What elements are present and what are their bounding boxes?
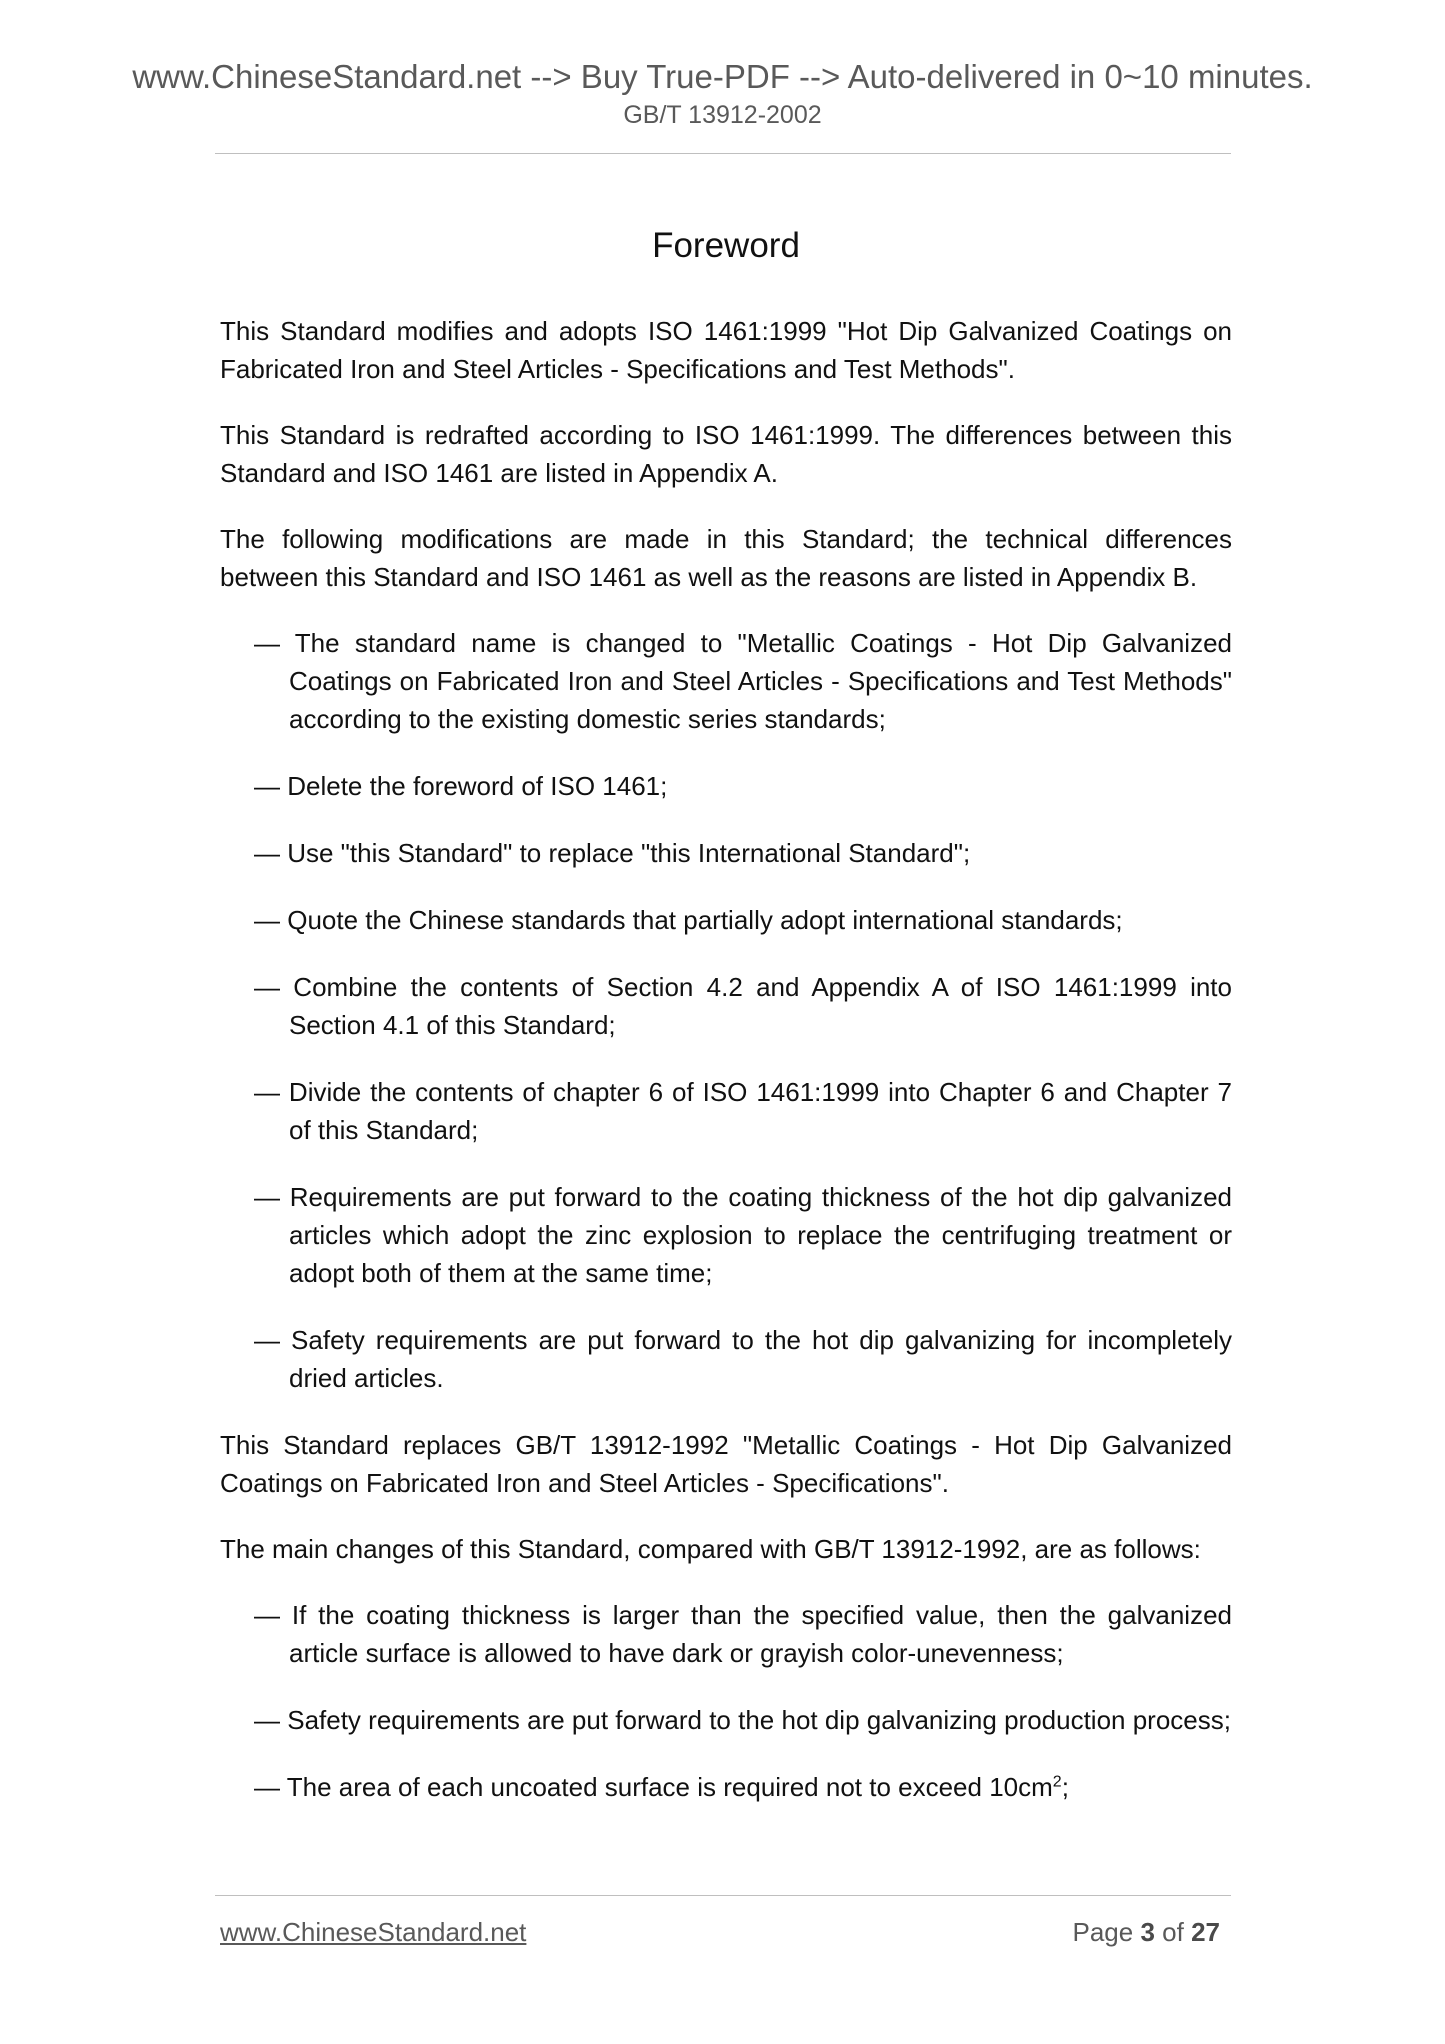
- superscript: 2: [1052, 1773, 1062, 1791]
- list-item: — Safety requirements are put forward to the hot dip galvanizing production process;: [254, 1705, 1231, 1735]
- page-indicator: [1072, 1914, 1220, 1950]
- paragraph-adoption: This Standard modifies and adopts ISO 1461:1999 "Hot Dip Galvanized Coatings on Fabricated Iron and Steel Articles - Specifications and Test Methods".: [220, 316, 1232, 384]
- changes-list: [220, 1596, 1232, 1806]
- list-item-uncoated-area: [254, 1768, 1232, 1806]
- list-item: — The standard name is changed to "Metallic Coatings - Hot Dip Galvanized Coatings on Fabricated Iron and Steel Articles - Specifications and Test Methods" according to the existing domestic series standards;: [254, 628, 1232, 734]
- list-item-suffix: ;: [1061, 1772, 1069, 1802]
- paragraph-modifications-intro: The following modifications are made in this Standard; the technical differences between this Standard and ISO 1461 as well as the reasons are listed in Appendix B.: [220, 524, 1232, 592]
- page-prefix: Page: [1072, 1917, 1134, 1947]
- list-item: — Requirements are put forward to the coating thickness of the hot dip galvanized articles which adopt the zinc explosion to replace the centrifuging treatment or adopt both of them at the same time;: [254, 1182, 1232, 1288]
- list-item: — Safety requirements are put forward to the hot dip galvanizing for incompletely dried articles.: [254, 1325, 1232, 1393]
- paragraph-changes-intro: The main changes of this Standard, compared with GB/T 13912-1992, are as follows:: [220, 1534, 1201, 1564]
- paragraph-replaces: This Standard replaces GB/T 13912-1992 "Metallic Coatings - Hot Dip Galvanized Coatings on Fabricated Iron and Steel Articles - Specifications".: [220, 1430, 1232, 1498]
- page-of: of: [1162, 1917, 1184, 1947]
- list-item: — If the coating thickness is larger than the specified value, then the galvanized article surface is allowed to have dark or grayish color-unevenness;: [254, 1600, 1232, 1668]
- paragraph-redraft: This Standard is redrafted according to ISO 1461:1999. The differences between this Standard and ISO 1461 are listed in Appendix A.: [220, 420, 1232, 488]
- list-item: — Combine the contents of Section 4.2 and Appendix A of ISO 1461:1999 into Section 4.1 of this Standard;: [254, 972, 1232, 1040]
- footer-divider: [215, 1895, 1231, 1896]
- page-total: 27: [1191, 1917, 1220, 1947]
- site-link[interactable]: www.ChineseStandard.net: [220, 1917, 527, 1947]
- page-title: Foreword: [652, 226, 800, 265]
- modifications-list: [220, 624, 1232, 1397]
- header-divider: [215, 153, 1231, 154]
- list-item: — Quote the Chinese standards that partially adopt international standards;: [254, 905, 1123, 935]
- page-header: [0, 56, 1445, 132]
- standard-code: GB/T 13912-2002: [623, 101, 822, 129]
- list-item-text: — The area of each uncoated surface is required not to exceed 10cm: [254, 1772, 1053, 1802]
- page-number: 3: [1140, 1917, 1155, 1947]
- header-banner: www.ChineseStandard.net --> Buy True-PDF --> Auto-delivered in 0~10 minutes.: [132, 58, 1313, 95]
- document-body: [220, 218, 1232, 1835]
- list-item: — Use "this Standard" to replace "this International Standard";: [254, 838, 971, 868]
- list-item: — Delete the foreword of ISO 1461;: [254, 771, 668, 801]
- list-item: — Divide the contents of chapter 6 of ISO 1461:1999 into Chapter 6 and Chapter 7 of this Standard;: [254, 1077, 1232, 1145]
